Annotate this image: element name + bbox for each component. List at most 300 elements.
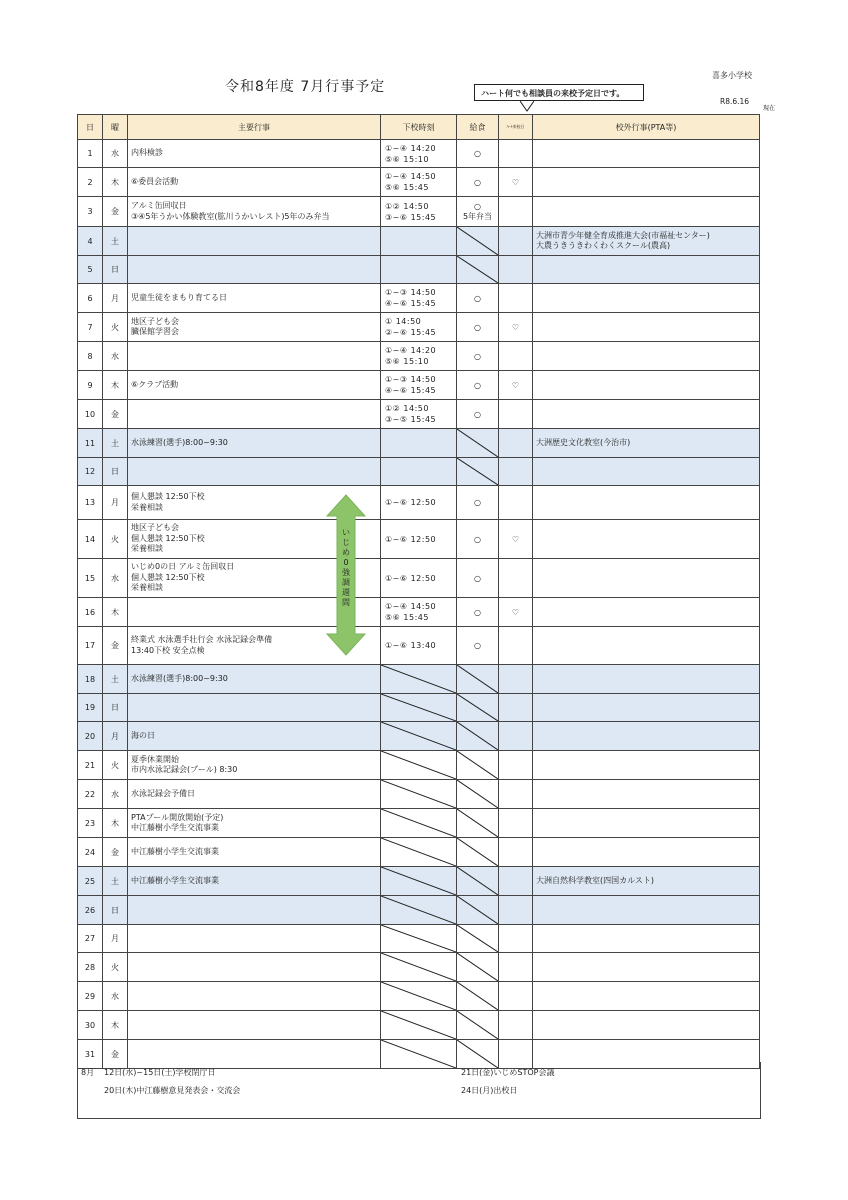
table-row xyxy=(78,627,760,665)
strike-line xyxy=(457,809,498,837)
events-cell xyxy=(128,665,381,694)
dismissal-line: ⑤⑥ 15:10 xyxy=(385,154,429,164)
events-cell xyxy=(128,722,381,751)
table-row xyxy=(78,838,760,867)
dismissal-cell xyxy=(381,809,457,838)
outside-cell xyxy=(533,838,760,867)
dismissal-line: ③~⑥ 15:45 xyxy=(385,212,437,222)
dismissal-line: ⑤⑥ 15:45 xyxy=(385,613,429,622)
lunch-cell xyxy=(457,284,499,313)
dismissal-line: ⑤⑥ 15:45 xyxy=(385,183,429,192)
lunch-cell xyxy=(457,809,499,838)
lunch-cell xyxy=(457,313,499,342)
lunch-cell xyxy=(457,896,499,925)
heart-notice-box: ハート何でも相談員の来校予定日です。 xyxy=(474,84,644,101)
outside-cell xyxy=(533,925,760,953)
outside-cell xyxy=(533,486,760,520)
heart-cell xyxy=(499,751,533,780)
heart-cell: ♡ xyxy=(499,520,533,559)
event-line: 海の日 xyxy=(131,730,155,740)
dismissal-cell xyxy=(381,168,457,197)
events-cell xyxy=(128,227,381,256)
table-row xyxy=(78,694,760,722)
events-cell xyxy=(128,313,381,342)
day-cell: 26 xyxy=(78,896,103,925)
events-cell xyxy=(128,284,381,313)
dismissal-line: ①~③ 14:50 xyxy=(385,288,437,297)
day-cell: 14 xyxy=(78,520,103,559)
strike-line xyxy=(381,780,456,808)
outside-cell xyxy=(533,227,760,256)
table-row xyxy=(78,1011,760,1040)
dismissal-line: ①② 14:50 xyxy=(385,201,429,211)
lunch-cell xyxy=(457,751,499,780)
heart-cell: ♡ xyxy=(499,313,533,342)
events-cell xyxy=(128,371,381,400)
heart-cell xyxy=(499,809,533,838)
heart-cell xyxy=(499,694,533,722)
day-cell: 25 xyxy=(78,867,103,896)
event-line: 中江藤樹小学生交流事業 xyxy=(131,846,219,856)
day-cell: 7 xyxy=(78,313,103,342)
dismissal-cell xyxy=(381,559,457,598)
outside-cell xyxy=(533,751,760,780)
strike-line xyxy=(457,429,498,457)
event-line: 内科検診 xyxy=(131,148,163,158)
strike-line xyxy=(457,896,498,924)
table-row xyxy=(78,780,760,809)
event-line: 水泳記録会予備日 xyxy=(131,788,195,798)
event-line: 臓保館学習会 xyxy=(131,327,179,336)
dismissal-line: ①~④ 14:20 xyxy=(385,143,437,153)
col-header-outside: 校外行事(PTA等) xyxy=(533,115,760,140)
event-line: 市内水泳記録会(プール) 8:30 xyxy=(131,765,238,774)
day-cell: 18 xyxy=(78,665,103,694)
event-line: 個人懇談 12:50下校 xyxy=(131,572,205,582)
events-cell xyxy=(128,838,381,867)
dow-cell: 水 xyxy=(103,342,128,371)
dismissal-cell xyxy=(381,838,457,867)
dismissal-line: ②~⑥ 15:45 xyxy=(385,328,437,337)
day-cell: 1 xyxy=(78,140,103,168)
strike-line xyxy=(381,809,456,837)
outside-cell xyxy=(533,598,760,627)
lunch-cell xyxy=(457,559,499,598)
dow-cell: 火 xyxy=(103,313,128,342)
day-cell: 29 xyxy=(78,982,103,1011)
strike-line xyxy=(457,256,498,283)
footer-note: 20日(木)中江藤樹意見発表会・交流会 xyxy=(104,1086,241,1095)
dow-cell: 月 xyxy=(103,722,128,751)
outside-cell xyxy=(533,256,760,284)
dow-cell: 金 xyxy=(103,838,128,867)
table-header-row xyxy=(78,115,760,140)
heart-cell: ♡ xyxy=(499,371,533,400)
outside-cell xyxy=(533,780,760,809)
dismissal-cell xyxy=(381,197,457,227)
day-cell: 6 xyxy=(78,284,103,313)
day-cell: 17 xyxy=(78,627,103,665)
outside-cell xyxy=(533,313,760,342)
day-cell: 31 xyxy=(78,1040,103,1069)
table-row xyxy=(78,925,760,953)
dismissal-line: ④~⑥ 15:45 xyxy=(385,299,437,308)
outside-cell xyxy=(533,627,760,665)
strike-line xyxy=(457,925,498,952)
events-cell xyxy=(128,400,381,429)
event-line: 児童生徒をまもり育てる日 xyxy=(131,292,227,302)
dismissal-line: ①② 14:50 xyxy=(385,404,429,413)
dow-cell: 日 xyxy=(103,694,128,722)
outside-cell xyxy=(533,896,760,925)
dow-cell: 火 xyxy=(103,953,128,982)
dow-cell: 日 xyxy=(103,458,128,486)
events-cell xyxy=(128,256,381,284)
strike-line xyxy=(381,1011,456,1039)
lunch-cell xyxy=(457,256,499,284)
dismissal-line: ①~④ 14:20 xyxy=(385,346,437,355)
school-name: 喜多小学校 xyxy=(712,71,752,80)
heart-cell xyxy=(499,780,533,809)
lunch-mark: ○ xyxy=(474,351,481,361)
dismissal-cell xyxy=(381,342,457,371)
day-cell: 22 xyxy=(78,780,103,809)
event-line: ③④5年うかい体験教室(肱川うかいレスト)5年のみ弁当 xyxy=(131,211,330,221)
outside-cell xyxy=(533,665,760,694)
lunch-cell xyxy=(457,1011,499,1040)
table-row xyxy=(78,342,760,371)
strike-line xyxy=(381,694,456,721)
footer-notes xyxy=(77,1062,761,1119)
heart-cell xyxy=(499,838,533,867)
table-row xyxy=(78,458,760,486)
strike-line xyxy=(381,925,456,952)
dismissal-line: ①~⑥ 12:50 xyxy=(385,498,437,507)
events-cell xyxy=(128,925,381,953)
event-line: 終業式 水泳選手壮行会 水泳記録会準備 xyxy=(131,635,273,644)
dismissal-line: ①~③ 14:50 xyxy=(385,375,437,384)
table-row xyxy=(78,256,760,284)
dismissal-cell xyxy=(381,371,457,400)
heart-cell xyxy=(499,627,533,665)
lunch-mark: ○ xyxy=(474,380,481,390)
heart-cell xyxy=(499,342,533,371)
lunch-cell xyxy=(457,838,499,867)
footer-month: 8月 xyxy=(81,1068,95,1077)
outside-cell xyxy=(533,867,760,896)
strike-line xyxy=(457,838,498,866)
dismissal-cell xyxy=(381,429,457,458)
dow-cell: 土 xyxy=(103,429,128,458)
dow-cell: 土 xyxy=(103,867,128,896)
dismissal-cell xyxy=(381,313,457,342)
page-title: 令和8年度 7月行事予定 xyxy=(225,79,386,95)
outside-cell xyxy=(533,342,760,371)
dismissal-cell xyxy=(381,694,457,722)
heart-cell: ♡ xyxy=(499,168,533,197)
dow-cell: 金 xyxy=(103,1040,128,1069)
events-cell xyxy=(128,982,381,1011)
dismissal-cell xyxy=(381,867,457,896)
table-row xyxy=(78,313,760,342)
ijime-week-label: いじめ0強調週間 xyxy=(342,528,350,607)
event-line: 栄養相談 xyxy=(131,583,163,593)
day-cell: 16 xyxy=(78,598,103,627)
as-of-suffix: 現在 xyxy=(763,105,776,112)
events-cell xyxy=(128,896,381,925)
strike-line xyxy=(457,1011,498,1039)
strike-line xyxy=(381,896,456,924)
lunch-cell xyxy=(457,486,499,520)
day-cell: 10 xyxy=(78,400,103,429)
table-row xyxy=(78,751,760,780)
day-cell: 15 xyxy=(78,559,103,598)
dismissal-cell xyxy=(381,896,457,925)
event-line: 個人懇談 12:50下校 xyxy=(131,492,205,501)
dow-cell: 水 xyxy=(103,559,128,598)
dismissal-cell xyxy=(381,722,457,751)
event-line: いじめ0の日 アルミ缶回収日 xyxy=(131,562,235,572)
lunch-cell xyxy=(457,342,499,371)
heart-cell xyxy=(499,256,533,284)
table-row xyxy=(78,168,760,197)
outside-cell xyxy=(533,982,760,1011)
col-header-lunch: 給食 xyxy=(457,115,499,140)
dismissal-line: ①~⑥ 13:40 xyxy=(385,641,437,650)
heart-cell xyxy=(499,486,533,520)
outside-cell xyxy=(533,371,760,400)
heart-cell xyxy=(499,953,533,982)
table-row xyxy=(78,665,760,694)
dow-cell: 火 xyxy=(103,520,128,559)
dismissal-line: ① 14:50 xyxy=(385,317,422,326)
events-cell xyxy=(128,751,381,780)
lunch-mark: ○ xyxy=(474,607,481,617)
strike-line xyxy=(457,867,498,895)
lunch-mark: ○ xyxy=(474,498,481,507)
dismissal-cell xyxy=(381,953,457,982)
dismissal-line: ⑤⑥ 15:10 xyxy=(385,357,429,366)
outside-cell xyxy=(533,694,760,722)
table-row xyxy=(78,227,760,256)
lunch-cell xyxy=(457,227,499,256)
lunch-cell xyxy=(457,780,499,809)
dow-cell: 土 xyxy=(103,665,128,694)
notice-arrow-icon xyxy=(520,101,534,115)
col-header-day: 日 xyxy=(78,115,103,140)
table-row xyxy=(78,486,760,520)
dismissal-cell xyxy=(381,520,457,559)
heart-cell xyxy=(499,197,533,227)
lunch-mark: ○ xyxy=(474,322,481,332)
event-line: 水泳練習(選手)8:00~9:30 xyxy=(131,673,228,683)
lunch-cell xyxy=(457,627,499,665)
dismissal-cell xyxy=(381,227,457,256)
table-row xyxy=(78,520,760,559)
strike-line xyxy=(381,838,456,866)
heart-cell xyxy=(499,458,533,486)
lunch-cell xyxy=(457,925,499,953)
day-cell: 3 xyxy=(78,197,103,227)
lunch-mark: ○ xyxy=(474,573,481,583)
table-row xyxy=(78,982,760,1011)
lunch-cell xyxy=(457,458,499,486)
event-line: ⑥委員会活動 xyxy=(131,176,179,186)
heart-cell xyxy=(499,722,533,751)
table-row xyxy=(78,953,760,982)
events-cell xyxy=(128,867,381,896)
events-cell xyxy=(128,168,381,197)
dow-cell: 日 xyxy=(103,896,128,925)
dow-cell: 木 xyxy=(103,598,128,627)
lunch-cell xyxy=(457,168,499,197)
outside-event-line: 大洲自然科学教室(四国カルスト) xyxy=(536,875,655,885)
heart-cell xyxy=(499,559,533,598)
day-cell: 24 xyxy=(78,838,103,867)
event-line: 夏季休業開始 xyxy=(131,754,179,764)
day-cell: 20 xyxy=(78,722,103,751)
dow-cell: 木 xyxy=(103,809,128,838)
day-cell: 19 xyxy=(78,694,103,722)
lunch-mark: ○ xyxy=(474,293,481,303)
dow-cell: 土 xyxy=(103,227,128,256)
dow-cell: 金 xyxy=(103,627,128,665)
strike-line xyxy=(457,694,498,721)
day-cell: 9 xyxy=(78,371,103,400)
lunch-cell xyxy=(457,665,499,694)
dismissal-cell xyxy=(381,256,457,284)
dismissal-line: ①~⑥ 12:50 xyxy=(385,573,437,583)
strike-line xyxy=(381,722,456,750)
dismissal-cell xyxy=(381,780,457,809)
day-cell: 13 xyxy=(78,486,103,520)
day-cell: 30 xyxy=(78,1011,103,1040)
heart-cell xyxy=(499,665,533,694)
heart-cell xyxy=(499,400,533,429)
outside-cell xyxy=(533,284,760,313)
dismissal-line: ④~⑥ 15:45 xyxy=(385,386,437,395)
event-line: 中江藤樹小学生交流事業 xyxy=(131,823,219,832)
event-line: 中江藤樹小学生交流事業 xyxy=(131,875,219,885)
lunch-cell xyxy=(457,520,499,559)
lunch-cell xyxy=(457,140,499,168)
lunch-mark: ○ xyxy=(474,201,481,211)
strike-line xyxy=(457,780,498,808)
lunch-mark: ○ xyxy=(474,641,481,650)
heart-cell xyxy=(499,429,533,458)
outside-cell xyxy=(533,809,760,838)
events-cell xyxy=(128,780,381,809)
dow-cell: 月 xyxy=(103,925,128,953)
table-row xyxy=(78,896,760,925)
events-cell xyxy=(128,342,381,371)
dow-cell: 月 xyxy=(103,284,128,313)
event-line: 栄養相談 xyxy=(131,544,163,554)
col-header-dow: 曜 xyxy=(103,115,128,140)
footer-note: 24日(月)出校日 xyxy=(461,1086,518,1095)
heart-cell xyxy=(499,867,533,896)
table-row xyxy=(78,400,760,429)
outside-cell xyxy=(533,559,760,598)
lunch-cell xyxy=(457,982,499,1011)
dow-cell: 木 xyxy=(103,1011,128,1040)
event-line: 13:40下校 安全点検 xyxy=(131,645,205,655)
lunch-cell xyxy=(457,598,499,627)
strike-line xyxy=(457,982,498,1010)
table-row xyxy=(78,197,760,227)
dow-cell: 火 xyxy=(103,751,128,780)
events-cell xyxy=(128,694,381,722)
day-cell: 28 xyxy=(78,953,103,982)
table-row xyxy=(78,559,760,598)
events-cell xyxy=(128,197,381,227)
heart-cell xyxy=(499,925,533,953)
dismissal-line: ③~⑤ 15:45 xyxy=(385,415,437,424)
dow-cell: 日 xyxy=(103,256,128,284)
event-line: 地区子ども会 xyxy=(131,523,179,533)
lunch-cell xyxy=(457,694,499,722)
dismissal-cell xyxy=(381,925,457,953)
heart-cell: ♡ xyxy=(499,598,533,627)
lunch-cell xyxy=(457,400,499,429)
strike-line xyxy=(457,458,498,485)
outside-cell xyxy=(533,1011,760,1040)
dismissal-cell xyxy=(381,665,457,694)
event-line: PTAプール開放開始(予定) xyxy=(131,812,224,822)
outside-cell xyxy=(533,140,760,168)
outside-event-line: 大洲市青少年健全育成推進大会(市福祉センター) xyxy=(536,230,710,240)
lunch-cell xyxy=(457,722,499,751)
day-cell: 8 xyxy=(78,342,103,371)
strike-line xyxy=(381,982,456,1010)
heart-cell xyxy=(499,227,533,256)
col-header-heart: ﾊｰﾄ来校日 xyxy=(499,115,533,140)
dow-cell: 月 xyxy=(103,486,128,520)
events-cell xyxy=(128,953,381,982)
lunch-cell xyxy=(457,197,499,227)
day-cell: 11 xyxy=(78,429,103,458)
dow-cell: 木 xyxy=(103,371,128,400)
strike-line xyxy=(381,953,456,981)
heart-cell xyxy=(499,140,533,168)
events-cell xyxy=(128,1011,381,1040)
table-row xyxy=(78,809,760,838)
strike-line xyxy=(457,722,498,750)
event-line: ⑥クラブ活動 xyxy=(131,379,179,389)
event-line: 個人懇談 12:50下校 xyxy=(131,533,205,543)
strike-line xyxy=(381,867,456,895)
footer-note: 12日(水)~15日(土)学校閉庁日 xyxy=(104,1068,216,1077)
strike-line xyxy=(457,953,498,981)
table-row xyxy=(78,140,760,168)
table-row xyxy=(78,867,760,896)
outside-cell xyxy=(533,520,760,559)
heart-cell xyxy=(499,284,533,313)
table-row xyxy=(78,722,760,751)
dow-cell: 水 xyxy=(103,780,128,809)
dow-cell: 水 xyxy=(103,982,128,1011)
lunch-mark: ○ xyxy=(474,534,481,544)
outside-cell xyxy=(533,168,760,197)
col-header-dismissal: 下校時刻 xyxy=(381,115,457,140)
outside-cell xyxy=(533,197,760,227)
outside-event-line: 大農うきうきわくわくスクール(農高) xyxy=(536,241,671,250)
dow-cell: 金 xyxy=(103,197,128,227)
col-header-events: 主要行事 xyxy=(128,115,381,140)
event-line: アルミ缶回収日 xyxy=(131,201,187,210)
day-cell: 27 xyxy=(78,925,103,953)
dismissal-cell xyxy=(381,751,457,780)
